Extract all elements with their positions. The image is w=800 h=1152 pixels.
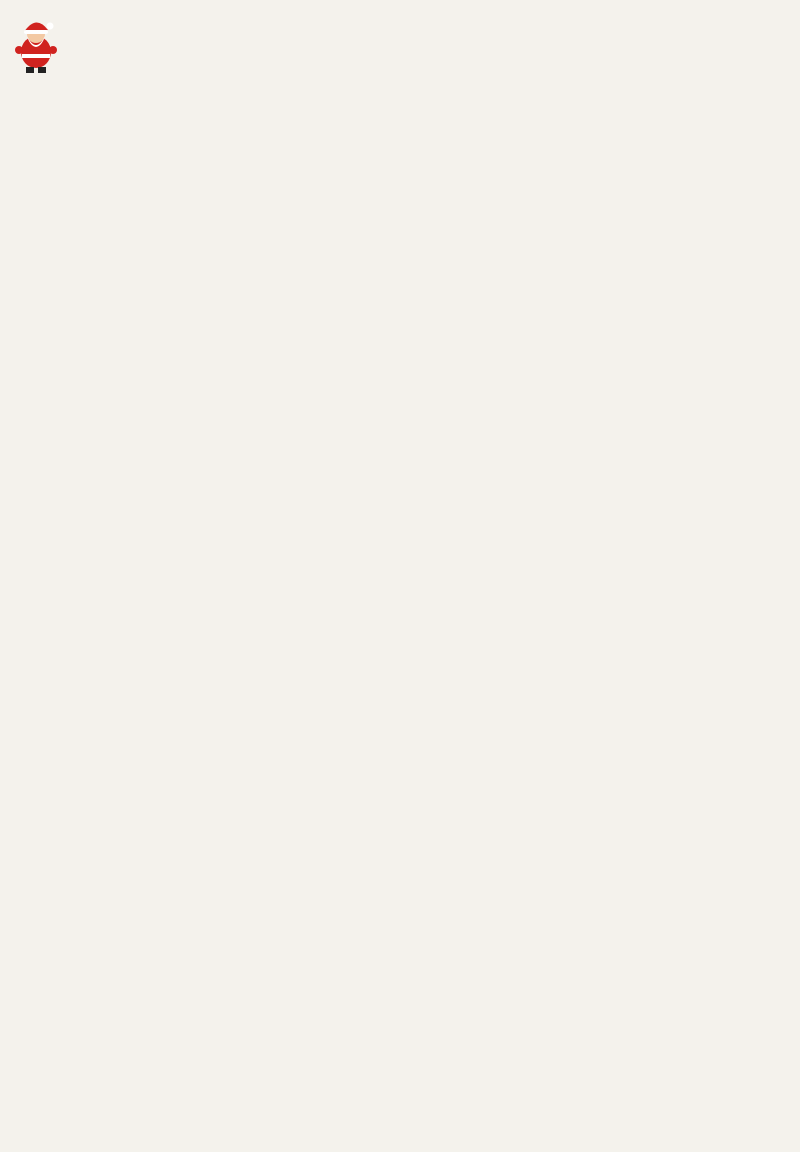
santa-claus-icon: [12, 12, 60, 76]
